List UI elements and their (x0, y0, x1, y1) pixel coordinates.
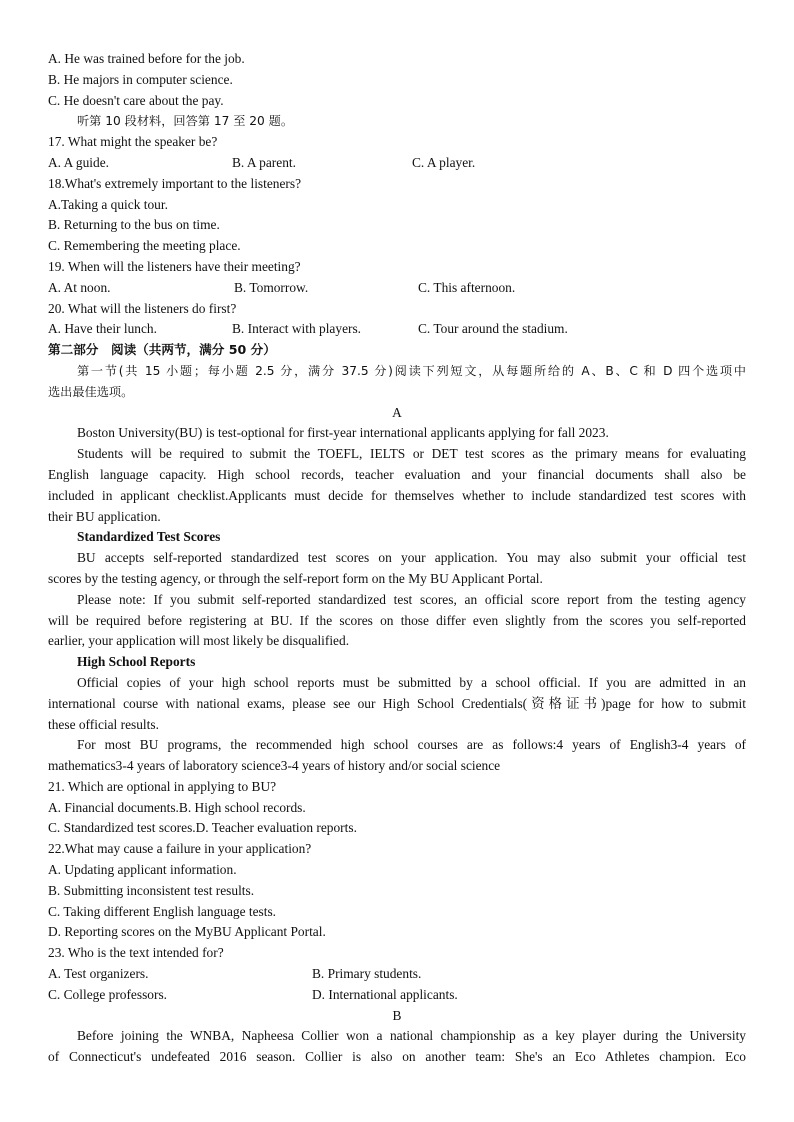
part2-instruction-cont: 选出最佳选项。 (48, 384, 134, 399)
option-c: C. College professors. (48, 986, 168, 1002)
question-19-options (48, 278, 746, 299)
option-b: B. Submitting inconsistent test results. (48, 882, 255, 898)
question-21-stem: 21. Which are optional in applying to BU? (48, 778, 277, 794)
option-c: C. Taking different English language tests. (48, 903, 277, 919)
option-a: A. A guide. (48, 154, 110, 170)
option-b: B. A parent. (232, 154, 296, 170)
option-a: A. Have their lunch. (48, 321, 157, 337)
question-23-options-ab (48, 964, 746, 985)
passage-a-paragraph-5: international course with national exams, please see our High School Credentials(资格证书)page for how to submit (48, 695, 746, 711)
option-a: A.Taking a quick tour. (48, 196, 168, 212)
listening-instruction: 听第 10 段材料，回答第 17 至 20 题。 (77, 114, 294, 129)
section-heading: High School Reports (77, 654, 196, 670)
question-17-stem: 17. What might the speaker be? (48, 134, 218, 150)
passage-a-paragraph-4: earlier, your application will most likely be disqualified. (48, 633, 350, 649)
passage-a-paragraph-6: mathematics3-4 years of laboratory science3-4 years of history and/or social science (48, 758, 501, 774)
passage-a-paragraph-5: these official results. (48, 716, 159, 732)
question-19-stem: 19. When will the listeners have their meeting? (48, 258, 301, 274)
option-b: B. Primary students. (312, 966, 422, 982)
question-22-stem: 22.What may cause a failure in your application? (48, 841, 312, 857)
passage-b-paragraph-1: of Connecticut's undefeated 2016 season. Collier is also on another team: She's an Eco Athletes champion. Eco (48, 1049, 746, 1065)
passage-a-paragraph-1: Boston University(BU) is test-optional for first-year international applicants applying for fall 2023. (77, 425, 609, 441)
option-a: A. Updating applicant information. (48, 862, 237, 878)
option-c: C. A player. (412, 154, 476, 170)
question-23-stem: 23. Who is the text intended for? (48, 945, 224, 961)
passage-a-paragraph-6: For most BU programs, the recommended high school courses are as follows:4 years of English3-4 years of (77, 737, 746, 753)
question-20-stem: 20. What will the listeners do first? (48, 300, 237, 316)
passage-a-paragraph-5: Official copies of your high school reports must be submitted by a school official. If you are admitted in an (77, 674, 746, 690)
option-line: A. He was trained before for the job. (48, 51, 245, 66)
question-20-options (48, 319, 746, 340)
passage-b-paragraph-1: Before joining the WNBA, Napheesa Collier won a national championship as a key player during the University (77, 1028, 746, 1044)
passage-a-paragraph-2: English language capacity. High school records, teacher evaluation and your financial documents shall also be (48, 466, 746, 482)
option-b: B. Tomorrow. (234, 279, 309, 295)
passage-a-label: A (392, 404, 402, 420)
section-heading: Standardized Test Scores (77, 529, 221, 545)
option-d: D. Reporting scores on the MyBU Applicant Portal. (48, 924, 326, 940)
passage-a-paragraph-4: Please note: If you submit self-reported standardized test scores, an official score report from the testing agency (77, 591, 746, 607)
exam-page (48, 49, 746, 1068)
passage-b-label: B (392, 1007, 402, 1023)
option-a: A. At noon. (48, 279, 111, 295)
option-c: C. Remembering the meeting place. (48, 238, 241, 254)
passage-a-paragraph-4: will be required before registering at BU. If the scores on those differ even slightly from the scores you self-reported (48, 612, 746, 628)
passage-a-paragraph-3: BU accepts self-reported standardized test scores on your application. You may also submit your official test (77, 550, 746, 566)
option-c: C. This afternoon. (418, 279, 516, 295)
passage-a-paragraph-3: scores by the testing agency, or through the self-report form on the My BU Applicant Portal. (48, 570, 543, 586)
question-21-options-ab: A. Financial documents.B. High school records. (48, 799, 306, 815)
option-b: B. Interact with players. (232, 321, 362, 337)
option-line: B. He majors in computer science. (48, 71, 233, 87)
question-21-options-cd: C. Standardized test scores.D. Teacher evaluation reports. (48, 820, 357, 836)
option-b: B. Returning to the bus on time. (48, 217, 220, 233)
option-d: D. International applicants. (312, 986, 458, 1002)
passage-a-paragraph-2: Students will be required to submit the TOEFL, IELTS or DET test scores as the primary means for evaluating (77, 446, 746, 462)
question-18-stem: 18.What's extremely important to the listeners? (48, 175, 302, 191)
option-c: C. Tour around the stadium. (418, 321, 568, 337)
passage-a-paragraph-2: their BU application. (48, 508, 161, 524)
part2-instruction: 第一节(共 15 小题；每小题 2.5 分，满分 37.5 分)阅读下列短文，从每题所给的 A、B、C 和 D 四个选项中 (77, 363, 746, 378)
option-line: C. He doesn't care about the pay. (48, 92, 224, 108)
part2-title: 第二部分 阅读（共两节，满分 50 分） (48, 342, 276, 358)
question-23-options-cd (48, 985, 746, 1006)
option-a: A. Test organizers. (48, 966, 149, 982)
passage-a-paragraph-2: included in applicant checklist.Applicants must decide for themselves whether to include standardized test scores with (48, 487, 746, 503)
question-17-options (48, 153, 746, 174)
